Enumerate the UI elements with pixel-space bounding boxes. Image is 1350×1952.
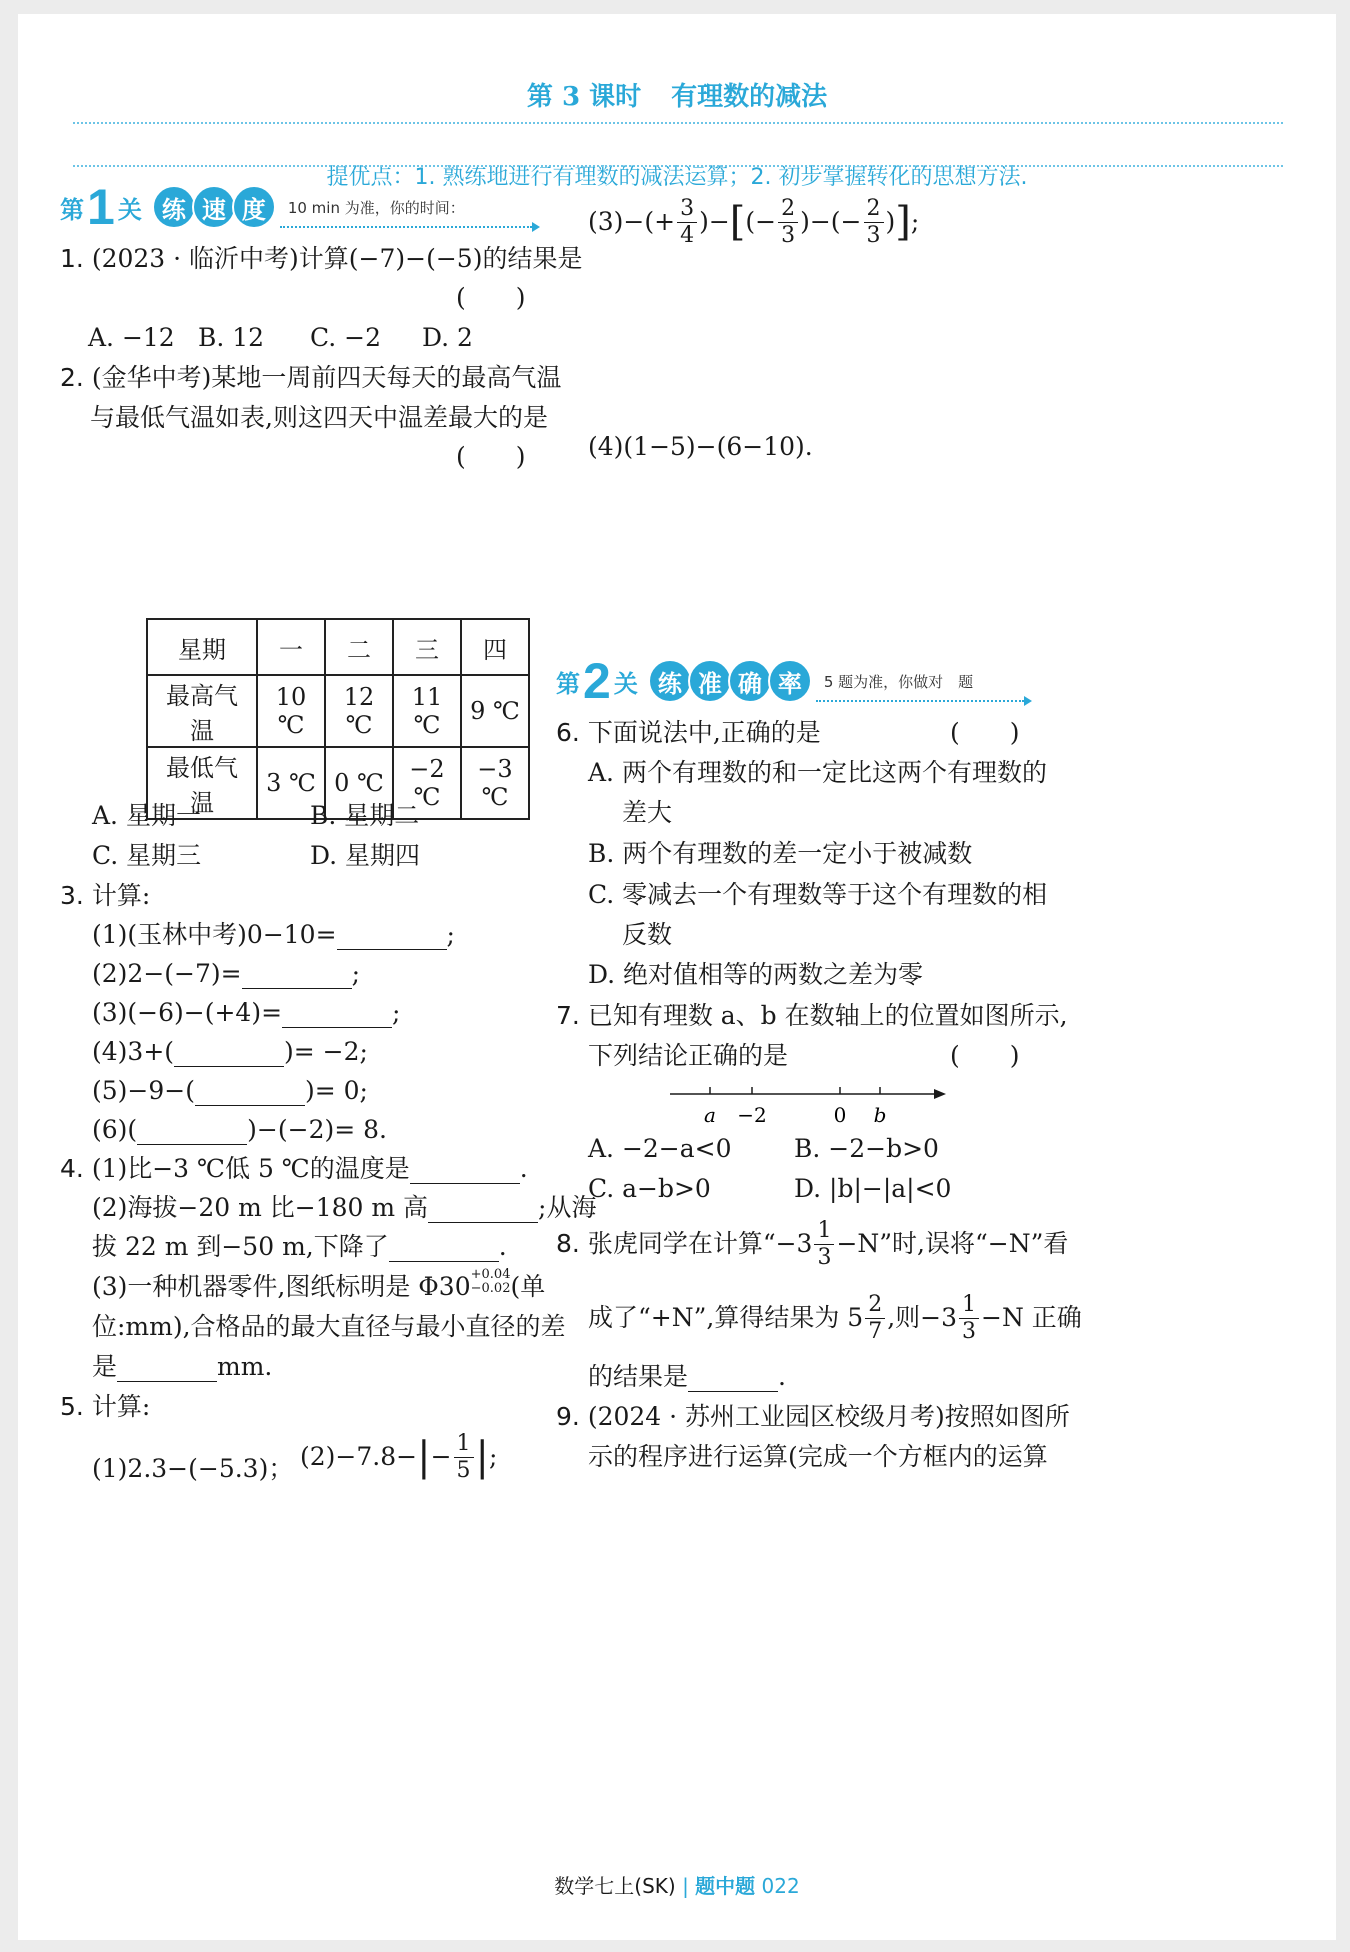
- q5-part-2: [300, 1427, 497, 1487]
- fraction: [454, 1430, 474, 1483]
- option-c[interactable]: C. 星期三: [92, 841, 202, 870]
- section-label-guan: 关: [117, 195, 142, 224]
- table-header-row: [147, 619, 529, 675]
- numerator: 1: [454, 1433, 474, 1458]
- abs-bar-left: |: [417, 1434, 431, 1480]
- part-text: ;从海: [538, 1193, 597, 1222]
- part-text: (3)(−6)−(+4)=: [92, 998, 283, 1027]
- table-cell: 四: [461, 619, 529, 675]
- part-text: (2)−7.8−: [300, 1442, 418, 1471]
- question-text: −N”时,误将“−N”看: [836, 1229, 1069, 1258]
- option-a[interactable]: A. 星期一: [92, 801, 201, 830]
- q4-part-2-cont: [92, 1232, 507, 1262]
- part-text: ;: [392, 998, 401, 1027]
- part-text: mm.: [217, 1352, 273, 1381]
- q3-part-3: [92, 998, 400, 1028]
- option-c-cont: 反数: [622, 920, 673, 949]
- question-text: 张虎同学在计算“−3: [587, 1229, 813, 1258]
- part-text: (2)2−(−7)=: [92, 959, 242, 988]
- page-number: 022: [761, 1874, 800, 1898]
- answer-paren[interactable]: ( ): [456, 442, 526, 471]
- dotted-arrow-line: [816, 700, 1024, 702]
- book-name: 数学七上(SK): [554, 1874, 676, 1898]
- table-cell: 11 ℃: [393, 675, 461, 747]
- dotted-arrow-line: [280, 226, 532, 228]
- fraction: [677, 195, 697, 248]
- fraction: [959, 1291, 979, 1344]
- part-text: )−: [699, 207, 730, 236]
- q3-part-2: [92, 959, 360, 989]
- score-note: 5 题为准，你做对 题: [823, 672, 974, 691]
- bracket-left: [: [729, 199, 746, 245]
- table-cell: 三: [393, 619, 461, 675]
- arrow-right-icon: [532, 222, 540, 232]
- denominator: 3: [866, 222, 881, 248]
- fraction: [814, 1217, 834, 1270]
- number-line: [670, 1078, 950, 1134]
- question-text-line2: 示的程序进行运算(完成一个方框内的运算: [588, 1442, 1048, 1471]
- table-row: [147, 675, 529, 747]
- question-number: 2.: [60, 363, 84, 392]
- question-8-line2: [588, 1288, 1082, 1348]
- part-text: (6)(: [92, 1115, 138, 1144]
- tip-line: 提优点：1. 熟练地进行有理数的减法运算；2. 初步掌握转化的思想方法.: [326, 165, 1028, 190]
- badge-char: 练: [648, 659, 692, 703]
- table-cell: 二: [325, 619, 393, 675]
- abs-bar-right: |: [475, 1434, 489, 1480]
- question-6: [556, 718, 821, 748]
- lesson-number: 第 3 课时: [526, 82, 642, 112]
- answer-blank[interactable]: [428, 1198, 538, 1223]
- temperature-table: [146, 618, 530, 820]
- answer-blank[interactable]: [688, 1367, 778, 1392]
- section-label-di: 第: [556, 669, 580, 698]
- q4-part-3: [92, 1267, 546, 1302]
- question-text: −N 正确: [981, 1303, 1082, 1332]
- part-text: (单: [510, 1272, 546, 1301]
- fraction: [864, 195, 884, 248]
- tolerance-lower: −0.02: [470, 1281, 511, 1297]
- question-text: 计算:: [91, 881, 151, 910]
- denominator: 7: [868, 1318, 883, 1344]
- lesson-topic: 有理数的减法: [671, 82, 828, 112]
- answer-blank[interactable]: [389, 1237, 499, 1262]
- part-text: (5)−9−(: [92, 1076, 195, 1105]
- part-text: .: [519, 1154, 528, 1183]
- question-number: 5.: [60, 1392, 84, 1421]
- answer-paren[interactable]: ( ): [456, 283, 526, 312]
- table-cell: 3 ℃: [257, 747, 325, 819]
- question-number: 1.: [60, 244, 84, 273]
- question-text: 的结果是: [588, 1362, 689, 1391]
- part-text: )= −2;: [284, 1037, 368, 1066]
- numerator: 1: [814, 1220, 834, 1245]
- part-text: (1)比−3 ℃低 5 ℃的温度是: [91, 1154, 410, 1183]
- question-text-line2: 与最低气温如表,则这四天中温差最大的是: [90, 403, 548, 432]
- q5-part-4: (4)(1−5)−(6−10).: [588, 432, 813, 461]
- part-text: 拔 22 m 到−50 m,下降了: [92, 1232, 389, 1261]
- part-text: (+: [644, 207, 676, 236]
- q3-part-4: [92, 1037, 368, 1067]
- numerator: 3: [677, 198, 697, 223]
- part-text: (1)(玉林中考)0−10=: [92, 920, 337, 949]
- answer-blank[interactable]: [195, 1081, 305, 1106]
- part-text: (−: [745, 207, 777, 236]
- table-cell: 12 ℃: [325, 675, 393, 747]
- series-name: 题中题: [695, 1874, 756, 1898]
- section-number: 1: [87, 179, 115, 235]
- question-text: ,则−3: [887, 1303, 957, 1332]
- question-4: [60, 1154, 528, 1184]
- part-text: ;: [489, 1442, 498, 1471]
- axis-label-zero: 0: [833, 1103, 847, 1127]
- answer-blank[interactable]: [117, 1357, 217, 1382]
- q3-part-6: [92, 1115, 387, 1145]
- question-7: [556, 1001, 1068, 1031]
- question-text: 成了“+N”,算得结果为 5: [588, 1303, 864, 1332]
- question-text: (2023 · 临沂中考)计算(−7)−(−5)的结果是: [91, 244, 583, 273]
- part-text: )= 0;: [304, 1076, 368, 1105]
- q3-part-5: [92, 1076, 368, 1106]
- axis-label-minus-2: −2: [737, 1103, 767, 1127]
- option-d[interactable]: D. |b|−|a|<0: [794, 1174, 952, 1203]
- question-text: .: [778, 1362, 786, 1391]
- part-text: (4)3+(: [92, 1037, 175, 1066]
- numerator: 2: [865, 1294, 885, 1319]
- time-note: 10 min 为准，你的时间：: [287, 198, 465, 217]
- question-text-line2: 下列结论正确的是: [588, 1041, 789, 1070]
- question-number: 7.: [556, 1001, 580, 1030]
- question-text: 下面说法中,正确的是: [587, 718, 821, 747]
- question-number: 4.: [60, 1154, 84, 1183]
- badge-char: 确: [728, 659, 772, 703]
- option-c[interactable]: C. −2: [310, 323, 381, 352]
- section-badge: [648, 659, 808, 703]
- option-d[interactable]: D. 星期四: [310, 841, 421, 870]
- question-text: 计算:: [91, 1392, 151, 1421]
- question-9: [556, 1402, 1070, 1432]
- section-badge: [152, 185, 272, 229]
- divider-top: [73, 122, 1283, 124]
- table-cell: 一: [257, 619, 325, 675]
- numerator: 2: [864, 198, 884, 223]
- question-8: [556, 1214, 1068, 1274]
- denominator: 3: [962, 1318, 976, 1344]
- numerator: 2: [778, 198, 798, 223]
- table-cell: 最低气温: [147, 747, 257, 819]
- table-cell: 最高气温: [147, 675, 257, 747]
- table-cell: 9 ℃: [461, 675, 529, 747]
- fraction: [865, 1291, 885, 1344]
- answer-blank[interactable]: [337, 925, 447, 950]
- part-text: −: [430, 1442, 452, 1471]
- answer-blank[interactable]: [242, 964, 352, 989]
- question-number: 9.: [556, 1402, 580, 1431]
- option-a[interactable]: A. 两个有理数的和一定比这两个有理数的: [588, 758, 1047, 787]
- part-text: ;: [446, 920, 455, 949]
- badge-char: 练: [152, 185, 196, 229]
- q3-part-1: [92, 920, 455, 950]
- axis-arrow-icon: [934, 1089, 946, 1099]
- part-text: ): [885, 207, 896, 236]
- answer-paren[interactable]: ( ): [950, 1041, 1020, 1070]
- q5-part-1: (1)2.3−(−5.3)；: [92, 1454, 294, 1483]
- part-text: )−(−2)= 8.: [247, 1115, 387, 1144]
- badge-char: 准: [688, 659, 732, 703]
- option-b[interactable]: B. 两个有理数的差一定小于被减数: [588, 839, 973, 868]
- option-c[interactable]: C. 零减去一个有理数等于这个有理数的相: [588, 880, 1048, 909]
- badge-char: 速: [192, 185, 236, 229]
- option-b[interactable]: B. 12: [198, 323, 265, 352]
- axis-label-a: a: [704, 1103, 716, 1127]
- question-text: (2024 · 苏州工业园区校级月考)按照如图所: [587, 1402, 1070, 1431]
- option-b[interactable]: B. −2−b>0: [794, 1134, 939, 1163]
- q4-part-3-line2: 位:mm),合格品的最大直径与最小直径的差: [92, 1312, 566, 1341]
- page-footer: [18, 1870, 1336, 1899]
- question-1: [60, 244, 582, 274]
- question-number: 3.: [60, 881, 84, 910]
- section-1-header: [60, 179, 465, 235]
- question-3: [60, 881, 150, 911]
- arrow-right-icon: [1024, 696, 1032, 706]
- option-b[interactable]: B. 星期二: [310, 801, 420, 830]
- axis-label-b: b: [873, 1103, 887, 1127]
- option-d[interactable]: D. 绝对值相等的两数之差为零: [588, 960, 924, 989]
- badge-char: 度: [232, 185, 276, 229]
- denominator: 3: [817, 1244, 832, 1270]
- page-title: [18, 76, 1336, 113]
- question-text: 已知有理数 a、b 在数轴上的位置如图所示,: [587, 1001, 1068, 1030]
- question-8-line3: [588, 1362, 786, 1392]
- table-cell: 10 ℃: [257, 675, 325, 747]
- part-text: (3)一种机器零件,图纸标明是 Φ30: [92, 1272, 471, 1301]
- part-text: (3)−: [588, 207, 645, 236]
- question-5: [60, 1392, 150, 1422]
- part-text: ;: [351, 959, 361, 988]
- part-text: )−(−: [800, 207, 862, 236]
- divider-bottom: [73, 165, 1283, 167]
- table-cell: −2 ℃: [393, 747, 461, 819]
- question-number: 8.: [556, 1229, 580, 1258]
- tolerance: [471, 1268, 511, 1297]
- question-2: [60, 363, 561, 393]
- part-text: 是: [92, 1352, 118, 1381]
- bracket-right: ]: [895, 199, 911, 245]
- q4-part-2: [92, 1193, 596, 1223]
- section-label-guan: 关: [613, 669, 638, 698]
- part-text: (2)海拔−20 m 比−180 m 高: [92, 1193, 429, 1222]
- part-text: .: [498, 1232, 507, 1261]
- part-text: ;: [910, 207, 920, 236]
- q4-part-3-line3: [92, 1352, 272, 1382]
- denominator: 3: [781, 222, 796, 248]
- answer-blank[interactable]: [410, 1159, 520, 1184]
- table-cell: 星期: [147, 619, 257, 675]
- answer-blank[interactable]: [137, 1120, 247, 1145]
- table-cell: 0 ℃: [325, 747, 393, 819]
- q5-part-3: [588, 192, 919, 252]
- section-2-header: [556, 653, 974, 709]
- section-number: 2: [583, 653, 611, 709]
- table-cell: −3 ℃: [461, 747, 529, 819]
- footer-separator: |: [682, 1874, 689, 1898]
- answer-blank[interactable]: [282, 1003, 392, 1028]
- workbook-page: [18, 14, 1336, 1940]
- option-a[interactable]: A. −2−a<0: [588, 1134, 732, 1163]
- option-d[interactable]: D. 2: [422, 323, 473, 352]
- option-a-cont: 差大: [622, 798, 673, 827]
- question-number: 6.: [556, 718, 580, 747]
- badge-char: 率: [768, 659, 812, 703]
- fraction: [778, 195, 798, 248]
- question-text: (金华中考)某地一周前四天每天的最高气温: [91, 363, 562, 392]
- answer-blank[interactable]: [174, 1042, 284, 1067]
- tolerance-upper: +0.04: [470, 1267, 511, 1282]
- denominator: 5: [456, 1457, 471, 1483]
- option-c[interactable]: C. a−b>0: [588, 1174, 711, 1203]
- denominator: 4: [680, 222, 695, 248]
- numerator: 1: [959, 1294, 979, 1319]
- section-label-di: 第: [60, 195, 84, 224]
- option-a[interactable]: A. −12: [88, 323, 175, 352]
- answer-paren[interactable]: ( ): [950, 718, 1020, 747]
